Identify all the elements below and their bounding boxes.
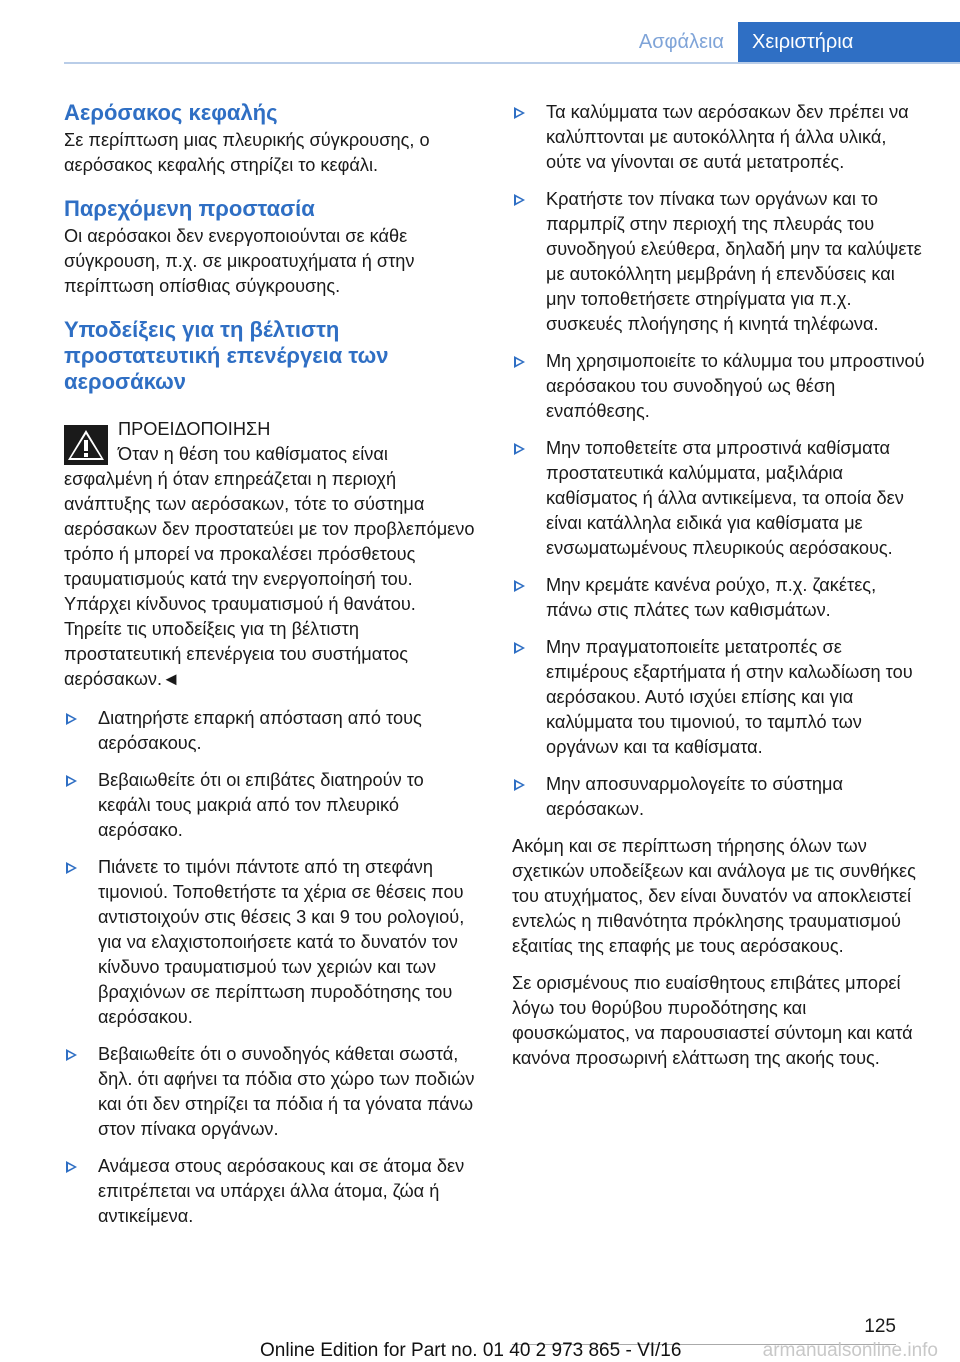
list-item: Μην τοποθετείτε στα μπροστινά καθίσματα προστατευτικά καλύμματα, μαξιλάρια καθίσματος ή άλλα αντικείμενα, τα οποία δεν είναι κατάλληλα ειδικά για καθίσματα με ενσωματωμένους πλευρικούς αερόσακους.: [512, 436, 926, 561]
section-protection: [64, 196, 476, 299]
right-column: [512, 100, 926, 1083]
header-divider: [64, 62, 960, 64]
list-item: Βεβαιωθείτε ότι οι επιβάτες διατηρούν το κεφάλι τους μακριά από τον πλευρικό αερόσακο.: [64, 768, 476, 843]
list-item: Πιάνετε το τιμόνι πάντοτε από τη στεφάνη τιμονιού. Τοποθετήστε τα χέρια σε θέσεις που αντιστοιχούν στις θέσεις 3 και 9 του ρολογιού, για να ελαχιστοποιήσετε κατά το δυνατόν τον κίνδυνο τραυματισμού των χεριών και των βραχιόνων σε περίπτωση πυροδότησης του αερόσακου.: [64, 855, 476, 1030]
warning-title: ΠΡΟΕΙΔΟΠΟΙΗΣΗ: [118, 419, 271, 439]
section-title: Αερόσακος κεφαλής: [64, 100, 278, 125]
list-item: Ανάμεσα στους αερόσακους και σε άτομα δεν επιτρέπεται να υπάρχει άλλα άτομα, ζώα ή αντικείμενα.: [64, 1154, 476, 1229]
list-item: Βεβαιωθείτε ότι ο συνοδηγός κάθεται σωστά, δηλ. ότι αφήνει τα πόδια στο χώρο των ποδιών και ότι δεν στηρίζει τα πόδια ή τα γόνατα πάνω στον πίνακα οργάνων.: [64, 1042, 476, 1142]
warning-triangle-icon: [64, 425, 108, 465]
section-tab[interactable]: Ασφάλεια: [638, 31, 724, 53]
bullet-triangle-icon: [66, 1161, 77, 1173]
closing-paragraph: Σε ορισμένους πιο ευαίσθητους επιβάτες μπορεί λόγω του θορύβου πυροδότησης και φουσκώματος, να παρουσιαστεί σύντομη και κατά κανόνα προσωρινή ελάττωση της ακοής τους.: [512, 973, 913, 1068]
list-item: Κρατήστε τον πίνακα των οργάνων και το παρμπρίζ στην περιοχή της πλευράς του συνοδηγού ελεύθερα, δηλαδή μην τα καλύψετε με αυτοκόλλητη μεμβράνη ή επενδύσεις και μην τοποθετήσετε στηρίγματα για π.χ. συσκευές πλοήγησης ή κινητά τηλέφωνα.: [512, 187, 926, 337]
section-title: Παρεχόμενη προστασία: [64, 196, 315, 221]
tips-list-left: [64, 706, 476, 1229]
section-text: Σε περίπτωση μιας πλευρικής σύγκρουσης, ο αερόσακος κεφαλής στηρίζει το κεφάλι.: [64, 130, 430, 175]
watermark-text: armanualsonline.info: [762, 1340, 938, 1361]
list-item: Μη χρησιμοποιείτε το κάλυμμα του μπροστινού αερόσακου του συνοδηγού ως θέση εναπόθεσης.: [512, 349, 926, 424]
section-title: Υποδείξεις για τη βέλτιστη προστατευτική επενέργεια των αεροσάκων: [64, 317, 389, 394]
warning-box: [64, 417, 476, 692]
bullet-triangle-icon: [514, 107, 525, 119]
closing-paragraph: Ακόμη και σε περίπτωση τήρησης όλων των σχετικών υποδείξεων και ανάλογα με τις συνθήκες του ατυχήματος, δεν είναι δυνατόν να αποκλειστεί εντελώς η πιθανότητα πρόκλησης τραυματισμού εξαιτίας της επαφής με τους αερόσακους.: [512, 836, 916, 956]
list-item: Διατηρήστε επαρκή απόσταση από τους αερόσακους.: [64, 706, 476, 756]
bullet-triangle-icon: [514, 580, 525, 592]
page-header: [0, 22, 960, 62]
section-head-airbag: [64, 100, 476, 178]
edition-note: Online Edition for Part no. 01 40 2 973 865 - VI/16: [260, 1340, 682, 1361]
bullet-triangle-icon: [514, 194, 525, 206]
bullet-triangle-icon: [514, 642, 525, 654]
list-item: Μην πραγματοποιείτε μετατροπές σε επιμέρους εξαρτήματα ή στην καλωδίωση του αερόσακου. Αυτό ισχύει επίσης και για καλύμματα του τιμονιού, το ταμπλό των οργάνων και τα καθίσματα.: [512, 635, 926, 760]
bullet-triangle-icon: [66, 1049, 77, 1061]
list-item: Τα καλύμματα των αερόσακων δεν πρέπει να καλύπτονται με αυτοκόλλητα ή άλλα υλικά, ούτε να γίνονται σε αυτά μετατροπές.: [512, 100, 926, 175]
list-item: Μην αποσυναρμολογείτε το σύστημα αερόσακων.: [512, 772, 926, 822]
left-column: [64, 100, 476, 1241]
bullet-triangle-icon: [514, 779, 525, 791]
page-number: 125: [864, 1316, 896, 1337]
chapter-tab[interactable]: Χειριστήρια: [738, 22, 960, 62]
warning-body: εσφαλμένη ή όταν επηρεάζεται η περιοχή ανάπτυξης των αερόσακων, τότε το σύστημα αερόσακων δεν προστατεύει με τον προβλεπόμενο τρόπο ή μπορεί να προκαλέσει πρόσθετους τραυματισμούς κατά την ενεργοποίησή του. Υπάρχει κίνδυνος τραυματισμού ή θανάτου. Τηρείτε τις υποδείξεις για τη βέλτιστη προστατευτική επενέργεια του συστήματος αερόσακων.◄: [64, 469, 475, 689]
warning-first-line: Όταν η θέση του καθίσματος είναι: [118, 444, 388, 464]
bullet-triangle-icon: [514, 356, 525, 368]
list-item: Μην κρεμάτε κανένα ρούχο, π.χ. ζακέτες, πάνω στις πλάτες των καθισμάτων.: [512, 573, 926, 623]
section-text: Οι αερόσακοι δεν ενεργοποιούνται σε κάθε σύγκρουση, π.χ. σε μικροατυχήματα ή στην περίπτωση οπίσθιας σύγκρουσης.: [64, 226, 415, 296]
bullet-triangle-icon: [66, 775, 77, 787]
tips-list-right: [512, 100, 926, 822]
bullet-triangle-icon: [66, 862, 77, 874]
bullet-triangle-icon: [66, 713, 77, 725]
bullet-triangle-icon: [514, 443, 525, 455]
section-tips: [64, 317, 476, 395]
